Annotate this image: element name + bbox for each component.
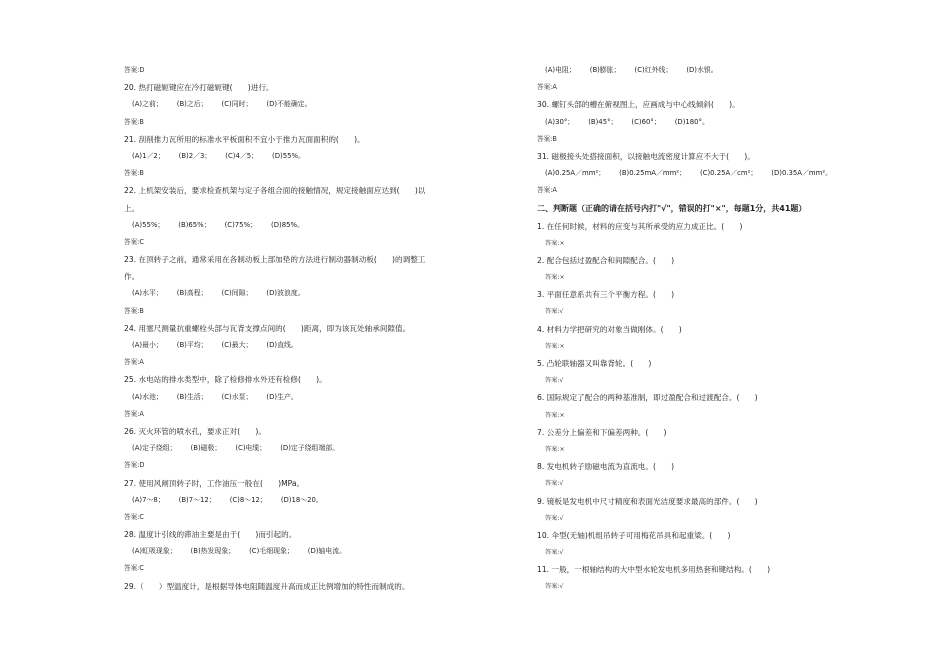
- option-b: (B)高程；: [176, 289, 208, 298]
- option-d: (D)生产。: [266, 392, 298, 401]
- question-28: 28. 温度计引线的滞油主要是由于( )而引起的。: [124, 530, 297, 540]
- option-b: (B)膨胀；: [589, 66, 621, 74]
- answer-22: 答案:C: [124, 237, 145, 246]
- answer-20: 答案:B: [124, 117, 144, 126]
- judgment-answer: 答案:√: [545, 308, 564, 316]
- option-d: (D)85%。: [271, 220, 304, 229]
- answer-21: 答案:B: [124, 169, 144, 178]
- options-20: [124, 96, 499, 113]
- option-a: (A)1／2；: [132, 151, 165, 160]
- option-a: (A)55%；: [132, 220, 165, 229]
- judgment-answer: 答案:×: [545, 445, 565, 453]
- question-31: 31. 磁极接头处搭接面积，以接触电流密度计算应不大于( )。: [537, 151, 755, 161]
- option-a: (A)电阻；: [545, 66, 576, 74]
- option-b: (B)7～12；: [178, 495, 216, 504]
- options-28: [124, 543, 499, 560]
- options-23: [124, 285, 499, 302]
- answer-25: 答案:A: [124, 409, 144, 418]
- option-d: (D)0.35A／mm²。: [771, 169, 832, 178]
- question-22: 22. 上机架安装后，要求检查机架与定子各组合面的接触情况，规定接触面应达到( )以: [124, 186, 426, 196]
- option-c: (C)同时；: [221, 100, 253, 109]
- answer-23: 答案:B: [124, 306, 144, 315]
- option-a: (A)水池；: [132, 392, 163, 401]
- judgment-question: 9. 镜板是发电机中尺寸精度和表面光洁度要求最高的部件。( ): [537, 496, 758, 506]
- option-b: (B)磁极；: [190, 444, 222, 453]
- answer-26: 答案:D: [124, 461, 145, 470]
- option-c: (C)8～12；: [229, 495, 267, 504]
- question-21: 21. 刮削推力瓦所用的标准水平板面积不宜小于推力瓦面面积的( )。: [124, 134, 365, 144]
- options-26: [124, 440, 499, 457]
- judgment-list: [537, 218, 882, 596]
- judgment-question: 2. 配合包括过盈配合和间隙配合。( ): [537, 255, 675, 265]
- judgment-answer: 答案:√: [545, 377, 564, 385]
- option-d: (D)直线。: [266, 341, 298, 349]
- option-c: (C)60°；: [631, 117, 661, 126]
- option-d: (D)轴电流。: [307, 547, 346, 556]
- judgment-answer: 答案:√: [545, 583, 564, 591]
- option-c: (C)水泵；: [221, 392, 253, 401]
- option-c: (C)75%；: [224, 220, 258, 229]
- question-20: 20. 热打磁轭键应在冷打磁轭键( )进行。: [124, 83, 274, 93]
- option-b: (B)之后；: [176, 100, 208, 109]
- option-d: (D)180°。: [674, 117, 709, 126]
- option-b: (B)生活；: [176, 392, 208, 401]
- judgment-question: 1. 在任何时候，材料的应变与其所承受的应力成正比。( ): [537, 221, 743, 231]
- option-d: (D)水银。: [686, 66, 718, 74]
- option-c: (C)0.25A／cm²；: [699, 169, 758, 178]
- option-a: (A)之前；: [132, 100, 163, 109]
- judgment-question: 6. 国际规定了配合的两种基准制，即过盈配合和过渡配合。( ): [537, 393, 758, 403]
- option-a: (A)水平；: [132, 289, 163, 298]
- judgment-question: 10. 伞型(无轴)机组吊转子可用梅花吊具和起重梁。( ): [537, 530, 731, 540]
- options-25: [124, 389, 499, 406]
- option-a: (A)定子绕组；: [132, 444, 177, 453]
- option-b: (B)0.25mA／mm²；: [619, 169, 686, 178]
- option-c: (C)红外线；: [634, 66, 673, 74]
- question-23: 23. 在顶转子之前，通常采用在各制动板上部加垫的方法进行制动器制动板( )的调整工: [124, 255, 426, 265]
- judgment-answer: 答案:×: [545, 411, 565, 419]
- answer-28: 答案:C: [124, 564, 145, 573]
- answer-27: 答案:C: [124, 512, 145, 521]
- option-c: (C)电缆；: [235, 444, 267, 453]
- answer-24: 答案:A: [124, 358, 144, 367]
- question-22-cont: 上。: [124, 203, 140, 213]
- question-29: 29.（ ）型温度计，是根据导体电阻随温度升高而成正比例增加的特性而制成的。: [124, 581, 410, 591]
- options-21: [124, 148, 499, 165]
- option-c: (C)间隙；: [221, 289, 253, 298]
- question-23-cont: 作。: [124, 272, 140, 282]
- option-d: (D)不能确定。: [266, 100, 312, 109]
- option-d: (D)定子绕组端部。: [280, 444, 340, 453]
- option-b: (B)2／3；: [178, 151, 212, 160]
- question-27: 27. 使用风闸顶转子时，工作油压一般在( )MPa。: [124, 478, 305, 488]
- question-24: 24. 用塞尺测量抗重螺栓头部与瓦背支撑点间的( )距离，即为该瓦处轴承间隙值。: [124, 323, 411, 333]
- options-31: [537, 165, 882, 182]
- judgment-question: 4. 材料力学把研究的对象当做刚体。( ): [537, 324, 682, 334]
- option-c: (C)4／5；: [225, 151, 259, 160]
- judgment-question: 8. 发电机转子励磁电流为直流电。( ): [537, 462, 675, 472]
- options-29: [537, 62, 882, 79]
- question-26: 26. 灭火环管的喷水孔，要求正对( )。: [124, 426, 266, 436]
- options-24: [124, 337, 499, 354]
- judgment-question: 5. 凸轮联轴器又叫靠背轮。( ): [537, 359, 652, 368]
- question-30: 30. 螺钉头部的槽在俯视图上，应画成与中心线倾斜( )。: [537, 100, 740, 110]
- answer-29: 答案:A: [537, 83, 557, 92]
- judgment-answer: 答案:√: [545, 549, 564, 557]
- option-d: (D)18～20。: [280, 495, 323, 504]
- question-25: 25. 水电站的排水类型中，除了检修排水外还有检修( )。: [124, 375, 327, 385]
- answer-30: 答案:B: [537, 134, 557, 143]
- option-d: (D)波浪度。: [266, 289, 305, 298]
- left-column: [124, 62, 499, 595]
- judgment-question: 11. 一般，一根轴结构的大中型水轮发电机多用热套和键结构。( ): [537, 565, 771, 575]
- option-a: (A)30°；: [545, 117, 575, 126]
- answer-19: 答案:D: [124, 66, 145, 74]
- options-22: [124, 217, 499, 234]
- option-d: (D)55%。: [272, 151, 305, 160]
- option-b: (B)热发现象；: [190, 547, 236, 556]
- option-b: (B)平均；: [176, 341, 208, 349]
- option-b: (B)45°；: [588, 117, 618, 126]
- option-a: (A)7～8；: [132, 495, 165, 504]
- option-c: (C)毛细现象；: [249, 547, 294, 556]
- option-b: (B)65%；: [178, 220, 211, 229]
- option-c: (C)最大；: [221, 341, 253, 349]
- judgment-answer: 答案:×: [545, 239, 565, 247]
- judgment-question: 3. 平面任意系共有三个平衡方程。( ): [537, 290, 675, 300]
- option-a: (A)最小；: [132, 341, 163, 349]
- judgment-question: 7. 公差分上偏差和下偏差两种。( ): [537, 427, 667, 437]
- judgment-answer: 答案:√: [545, 514, 564, 522]
- answer-31: 答案:A: [537, 186, 557, 195]
- options-27: [124, 492, 499, 509]
- right-column: [537, 62, 882, 596]
- section-heading-judgment: 二、判断题（正确的请在括号内打"√"，错误的打"×"，每题1分，共41题）: [537, 203, 807, 213]
- option-a: (A)虹吸现象；: [132, 547, 177, 556]
- judgment-answer: 答案:×: [545, 342, 565, 350]
- judgment-answer: 答案:×: [545, 274, 565, 282]
- judgment-answer: 答案:√: [545, 480, 564, 488]
- options-30: [537, 114, 882, 131]
- option-a: (A)0.25A／mm²；: [545, 169, 606, 178]
